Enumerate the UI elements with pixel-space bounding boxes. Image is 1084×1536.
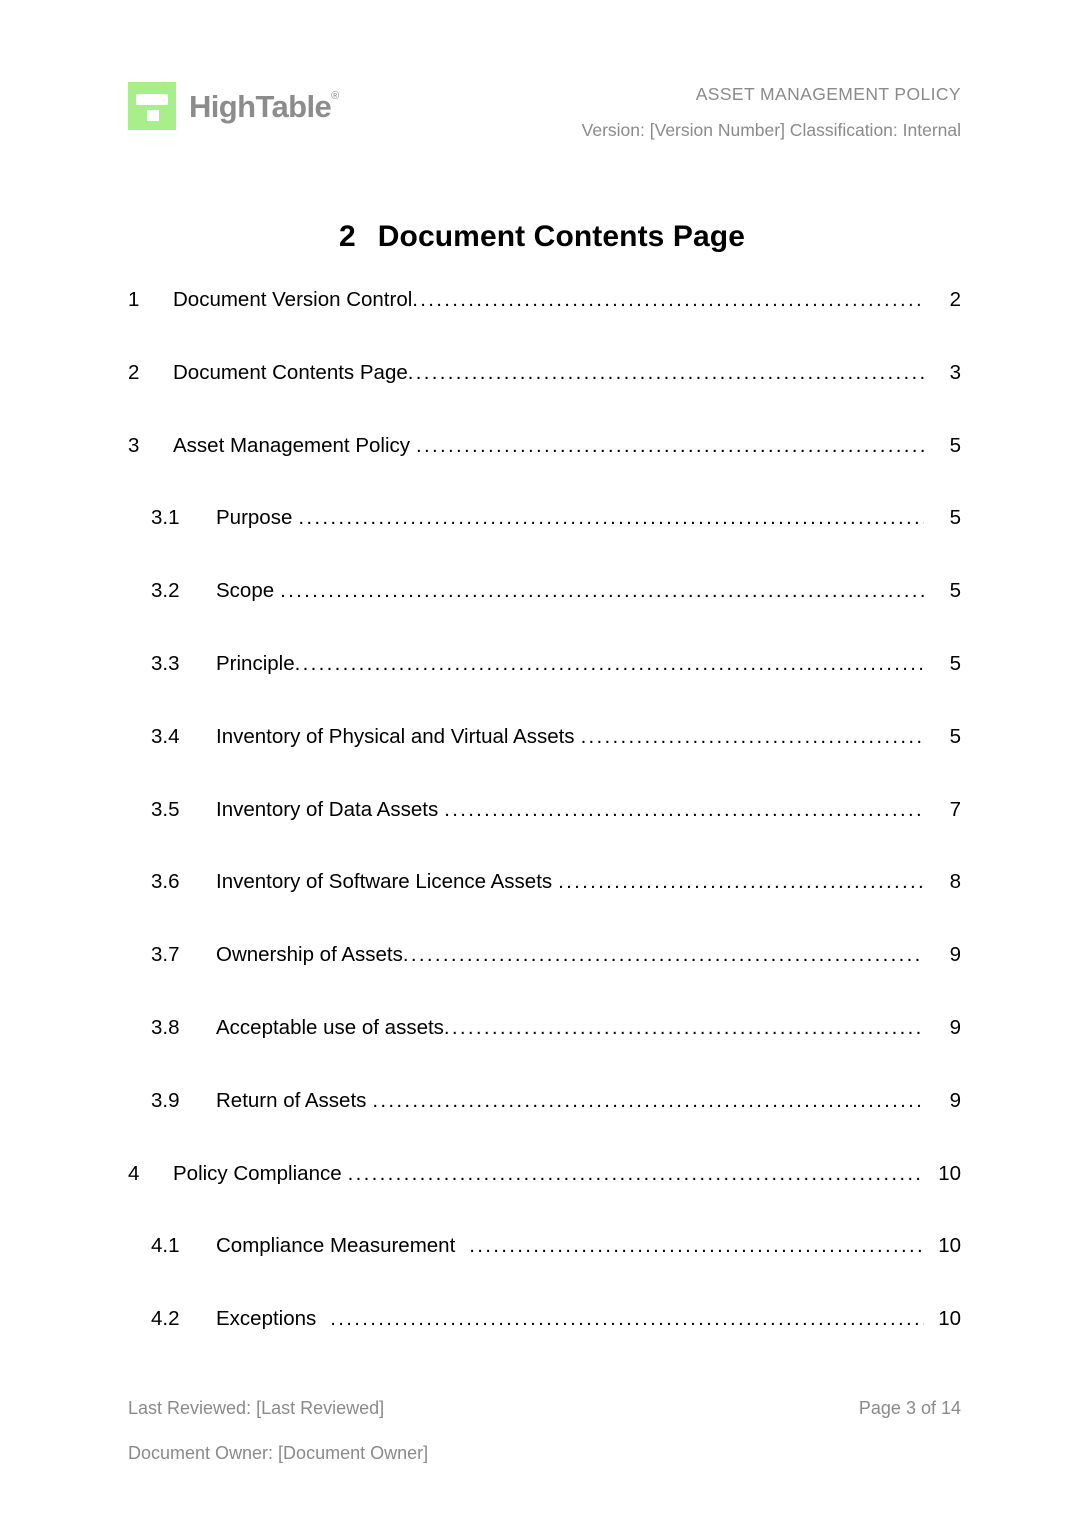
page-title-number: 2 — [338, 220, 356, 254]
toc-entry[interactable] — [128, 506, 961, 579]
toc-dot-leader — [444, 1018, 924, 1039]
header-version-classification: Version: [Version Number] Classification: Internal — [581, 119, 961, 140]
toc-entry-number: 3 — [128, 433, 140, 457]
toc-entry[interactable] — [128, 652, 961, 725]
header-meta — [582, 78, 961, 142]
toc-entry[interactable] — [128, 943, 961, 1016]
toc-entry-page-number: 10 — [938, 1161, 961, 1185]
toc-entry-label: Compliance Measurement — [216, 1234, 456, 1258]
footer-document-owner: Document Owner: [Document Owner] — [128, 1442, 429, 1463]
toc-entry-label: Principle — [216, 651, 295, 675]
page-footer — [128, 1398, 961, 1464]
toc-dot-leader — [280, 581, 924, 602]
toc-entry[interactable] — [128, 1307, 961, 1380]
toc-entry[interactable] — [128, 798, 961, 871]
toc-entry-number: 1 — [128, 288, 140, 311]
toc-dot-leader — [348, 1164, 924, 1185]
page-header — [128, 78, 961, 152]
toc-dot-leader — [330, 1309, 924, 1330]
toc-entry[interactable] — [128, 725, 961, 798]
brand-wordmark — [189, 88, 339, 124]
toc-entry-number: 4.1 — [151, 1234, 180, 1258]
toc-entry[interactable] — [128, 1234, 961, 1307]
toc-entry-page-number: 7 — [949, 797, 961, 821]
toc-entry[interactable] — [128, 870, 961, 943]
registered-trademark-icon: ® — [331, 90, 339, 103]
toc-entry[interactable] — [128, 361, 961, 434]
toc-entry-page-number: 5 — [949, 579, 961, 603]
toc-entry-number: 3.8 — [151, 1015, 180, 1039]
toc-dot-leader — [581, 727, 924, 748]
toc-entry-page-number: 5 — [949, 433, 961, 457]
toc-dot-leader — [444, 800, 924, 821]
toc-entry-number: 3.9 — [151, 1088, 180, 1112]
brand-logo — [128, 82, 339, 130]
toc-entry-page-number: 9 — [949, 943, 961, 967]
toc-dot-leader — [295, 654, 924, 675]
toc-entry-label: Return of Assets — [216, 1088, 367, 1112]
toc-entry-label: Document Version Control — [173, 288, 413, 311]
toc-entry-label: Document Contents Page — [173, 360, 408, 384]
toc-entry-page-number: 9 — [949, 1015, 961, 1039]
toc-entry-number: 3.4 — [151, 724, 180, 748]
toc-entry-page-number: 5 — [949, 651, 961, 675]
toc-entry-label: Ownership of Assets — [216, 943, 403, 967]
toc-dot-leader — [416, 436, 924, 457]
toc-dot-leader — [558, 872, 924, 893]
toc-entry-page-number: 10 — [938, 1234, 961, 1258]
toc-entry-label: Inventory of Physical and Virtual Assets — [216, 724, 575, 748]
toc-entry[interactable] — [128, 288, 961, 361]
toc-entry[interactable] — [128, 579, 961, 652]
toc-dot-leader — [372, 1091, 924, 1112]
toc-entry[interactable] — [128, 1162, 961, 1235]
toc-entry-number: 3.5 — [151, 797, 180, 821]
hightable-logo-icon — [128, 82, 176, 130]
toc-entry-number: 3.1 — [151, 506, 180, 530]
toc-entry-page-number: 10 — [938, 1307, 961, 1331]
footer-row-primary — [128, 1398, 961, 1420]
header-document-title: ASSET MANAGEMENT POLICY — [695, 84, 961, 104]
toc-entry[interactable] — [128, 1016, 961, 1089]
toc-entry-number: 3.6 — [151, 870, 180, 894]
toc-dot-leader — [408, 363, 924, 384]
page-title-text: Document Contents Page — [377, 220, 746, 254]
toc-entry-label: Inventory of Data Assets — [216, 797, 439, 821]
toc-entry-number: 3.7 — [151, 943, 180, 967]
brand-name-text: HighTable — [189, 88, 332, 124]
toc-entry-label: Inventory of Software Licence Assets — [216, 870, 553, 894]
toc-entry-label: Exceptions — [216, 1307, 317, 1331]
toc-dot-leader — [403, 945, 924, 966]
toc-entry-label: Acceptable use of assets — [216, 1015, 444, 1039]
toc-entry[interactable] — [128, 1089, 961, 1162]
toc-entry-page-number: 5 — [949, 724, 961, 748]
footer-row-secondary — [128, 1443, 961, 1465]
table-of-contents — [128, 288, 961, 1380]
toc-entry-label: Scope — [216, 579, 275, 603]
toc-entry[interactable] — [128, 434, 961, 507]
toc-entry-label: Purpose — [216, 506, 293, 530]
toc-entry-page-number: 3 — [949, 360, 961, 384]
toc-entry-label: Asset Management Policy — [173, 433, 411, 457]
logo-stem-shape — [147, 110, 159, 121]
toc-entry-page-number: 8 — [949, 870, 961, 894]
toc-entry-number: 2 — [128, 360, 140, 384]
toc-dot-leader — [298, 508, 924, 529]
footer-page-indicator: Page 3 of 14 — [858, 1398, 961, 1418]
toc-entry-page-number: 2 — [949, 288, 961, 311]
toc-entry-number: 4 — [128, 1161, 140, 1185]
page-title — [0, 220, 1084, 254]
toc-entry-number: 3.2 — [151, 579, 180, 603]
toc-entry-page-number: 9 — [949, 1088, 961, 1112]
toc-entry-number: 4.2 — [151, 1307, 180, 1331]
logo-bar-shape — [136, 94, 168, 105]
toc-entry-label: Policy Compliance — [173, 1161, 342, 1185]
footer-last-reviewed: Last Reviewed: [Last Reviewed] — [128, 1398, 385, 1418]
toc-dot-leader — [412, 290, 924, 311]
toc-dot-leader — [469, 1236, 924, 1257]
toc-entry-number: 3.3 — [151, 651, 180, 675]
toc-entry-page-number: 5 — [949, 506, 961, 530]
